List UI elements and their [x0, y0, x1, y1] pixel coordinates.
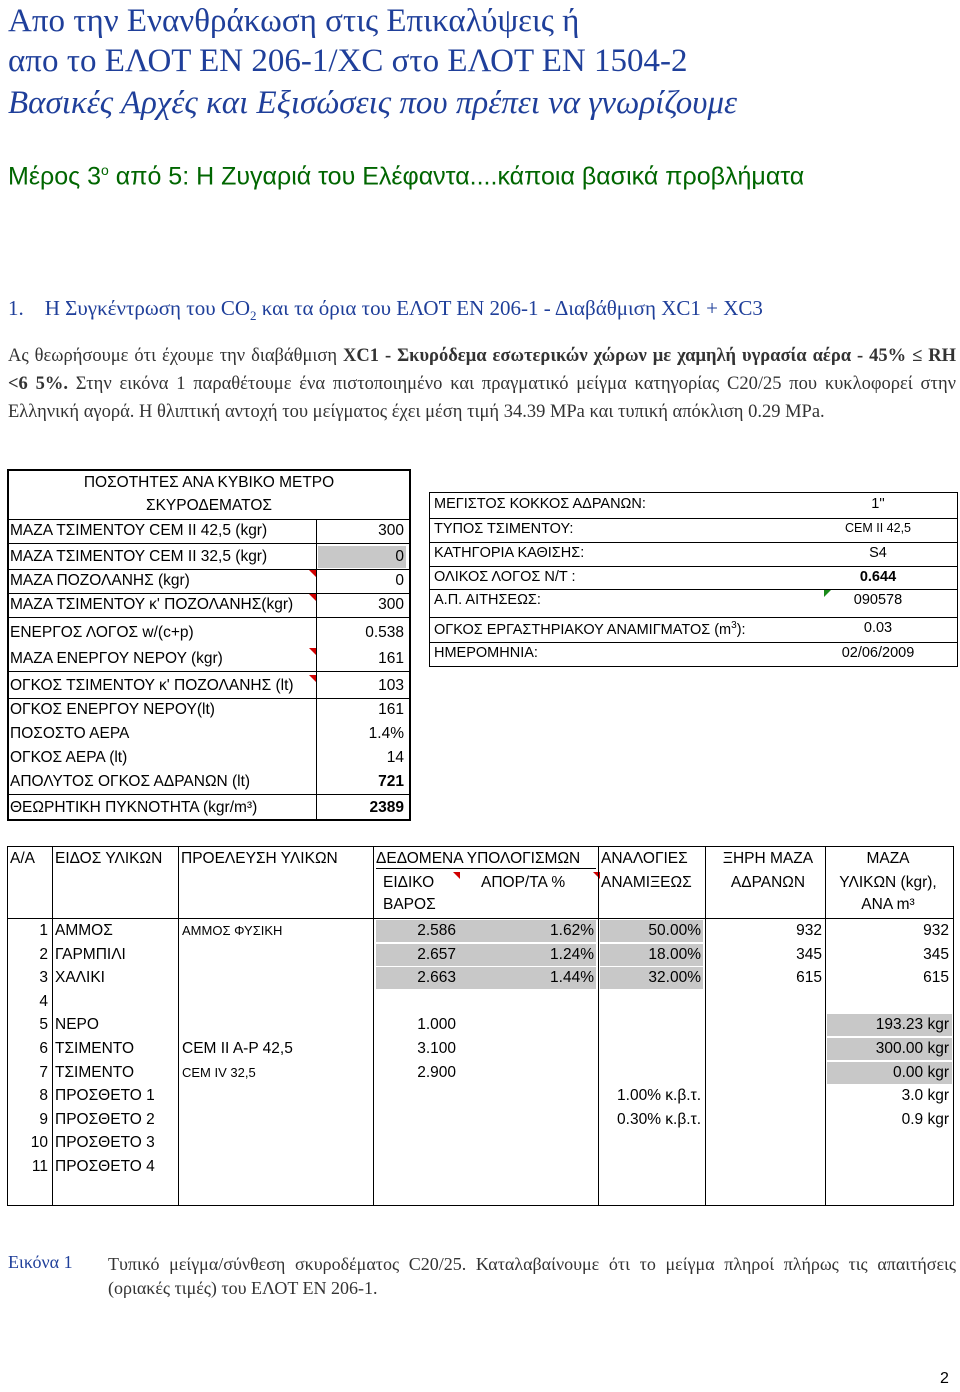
mix-row-specific-gravity — [376, 1156, 460, 1178]
mix-row-type: ΝΕΡΟ — [55, 1016, 99, 1033]
mix-header-dry1: ΞΗΡΗ ΜΑΖΑ — [722, 850, 814, 867]
info-row-label — [434, 620, 746, 638]
mix-row-dry-mass — [707, 1062, 824, 1084]
page-number: 2 — [940, 1370, 949, 1387]
comment-marker — [309, 594, 316, 601]
mix-row-specific-gravity: 2.586 — [376, 920, 460, 942]
comment-marker — [309, 675, 316, 682]
mix-row-type: ΠΡΟΣΘΕΤΟ 4 — [55, 1158, 155, 1175]
quantities-divider — [7, 617, 411, 618]
figure-caption: Τυπικό μείγμα/σύνθεση σκυροδέματος C20/25. Καταλαβαίνουμε ότι το μείγμα πληροί πλήρως τις απαιτήσεις (οριακές τιμές) του ΕΛΟΤ ΕΝ 206-1. — [108, 1254, 956, 1298]
quantities-row-value: 721 — [378, 773, 404, 790]
mix-row-ratio — [600, 1132, 703, 1154]
info-row-value: 090578 — [853, 592, 903, 608]
mix-row-dry-mass: 932 — [796, 922, 822, 939]
mix-row-ratio: 50.00% — [600, 920, 703, 942]
mix-row-type: ΓΑΡΜΠΙΛΙ — [55, 946, 126, 963]
info-row-value: S4 — [869, 545, 887, 561]
info-row-label — [434, 569, 576, 585]
comment-marker — [309, 570, 316, 577]
mix-row-dry-mass — [707, 1109, 824, 1131]
mix-row-ratio — [600, 1062, 703, 1084]
section-title-sub: 2 — [250, 308, 257, 324]
quantities-row-label: ΜΑΖΑ ΤΣΙΜΕΝΤΟΥ CEM II 42,5 (kgr) — [10, 522, 268, 539]
mix-row-specific-gravity: 2.657 — [376, 944, 460, 966]
mix-row-origin: CEM IV 32,5 — [182, 1065, 256, 1080]
mix-row-dry-mass: 615 — [796, 969, 822, 986]
quantities-divider — [7, 671, 411, 672]
mix-row-absorption — [460, 1156, 596, 1178]
quantities-row-value: 2389 — [369, 799, 404, 816]
mix-row-mass: 345 — [923, 946, 949, 963]
mix-header-mass1: ΜΑΖΑ — [866, 850, 910, 867]
mix-row-number: 8 — [39, 1087, 48, 1104]
quantities-row-value: 300 — [378, 522, 404, 539]
part-heading-a: Μέρος 3 — [8, 162, 101, 191]
info-row-label — [434, 545, 584, 561]
mix-row-dry-mass — [707, 991, 824, 1013]
mix-row-type: ΠΡΟΣΘΕΤΟ 1 — [55, 1087, 155, 1104]
mix-row-type: ΤΣΙΜΕΝΤΟ — [55, 1064, 135, 1081]
mix-header-mass3: ΑΝΑ m³ — [861, 896, 915, 913]
quantities-row-label: ΠΟΣΟΣΤΟ ΑΕΡΑ — [10, 725, 130, 742]
info-row-value: 1'' — [871, 496, 885, 512]
mix-header-divider — [376, 868, 596, 869]
mix-column-divider — [598, 846, 599, 1206]
paragraph-part-1: Ας θεωρήσουμε ότι έχουμε την διαβάθμιση — [8, 346, 344, 366]
mix-row-absorption — [460, 1132, 596, 1154]
quantities-divider — [7, 820, 411, 821]
figure-label: Εικόνα 1 — [8, 1252, 73, 1272]
mix-header-dry2: ΑΔΡΑΝΩΝ — [730, 874, 806, 891]
mix-row-absorption — [460, 1109, 596, 1131]
mix-row-mass — [827, 1156, 952, 1178]
info-row-value: 0.03 — [863, 620, 893, 636]
quantities-row-value: 161 — [378, 701, 404, 718]
mix-header-sg2: ΒΑΡΟΣ — [383, 896, 436, 913]
info-row-label-text: ΤΥΠΟΣ ΤΣΙΜΕΝΤΟΥ: — [434, 521, 574, 537]
quantities-divider — [7, 794, 411, 795]
mix-row-specific-gravity: 2.663 — [376, 967, 460, 989]
mix-header-abs: ΑΠΟΡ/ΤΑ % — [481, 874, 566, 891]
info-divider — [429, 542, 958, 543]
mix-row-dry-mass — [707, 1014, 824, 1036]
mix-header-mass2: ΥΛΙΚΩΝ (kgr), — [839, 874, 937, 891]
mix-row-ratio: 0.30% κ.β.τ. — [617, 1111, 701, 1128]
info-row-label — [434, 521, 573, 537]
paragraph-part-2: Στην εικόνα 1 παραθέτουμε ένα πιστοποιημένο και πραγματικό μείγμα κατηγορίας C20/25 που κυκλοφορεί στην Ελληνική αγορά. Η θλιπτική αντοχή του μείγματος έχει μέση τιμή 34.39 MPa και τυπική απόκλιση 0.29 MPa. — [8, 374, 957, 422]
section-title-a: Η Συγκέντρωση του CO — [44, 296, 251, 320]
info-row-label-end: ): — [736, 621, 746, 638]
quantities-row-label: ΘΕΩΡΗΤΙΚΗ ΠΥΚΝΟΤΗΤΑ (kgr/m³) — [10, 799, 258, 816]
mix-row-mass: 300.00 kgr — [827, 1038, 952, 1060]
info-row-value: 02/06/2009 — [841, 645, 915, 661]
mix-row-ratio — [600, 1014, 703, 1036]
mix-header-aa: Α/Α — [10, 850, 35, 867]
info-divider — [429, 518, 958, 519]
title-line-3: Βασικές Αρχές και Εξισώσεις που πρέπει να γνωρίζουμε — [8, 85, 738, 121]
mix-row-absorption — [460, 991, 596, 1013]
mix-row-absorption — [460, 1085, 596, 1107]
info-row-label — [434, 496, 646, 512]
comment-marker — [453, 872, 460, 879]
mix-row-mass: 0.00 kgr — [827, 1062, 952, 1084]
quantities-header-1: ΠΟΣΟΤΗΤΕΣ ΑΝΑ ΚΥΒΙΚΟ ΜΕΤΡΟ — [83, 474, 335, 491]
info-divider — [429, 566, 958, 567]
quantities-row-label: ΟΓΚΟΣ ΑΕΡΑ (lt) — [10, 749, 128, 766]
mix-row-mass: 193.23 kgr — [827, 1014, 952, 1036]
mix-row-ratio — [600, 1038, 703, 1060]
paragraph-bold: XC1 - Σκυρόδεμα εσωτερικών χώρων με χαμηλή υγρασία αέρα - 45% ≤ RH <6 5%. — [8, 346, 956, 394]
section-title-b: και τα όρια του ΕΛΟΤ ΕΝ 206-1 - Διαβάθμιση XC1 + XC3 — [256, 296, 763, 320]
mix-row-specific-gravity — [376, 1132, 460, 1154]
mix-row-number: 10 — [30, 1134, 48, 1151]
mix-header-divider — [7, 918, 954, 919]
mix-header-origin: ΠΡΟΕΛΕΥΣΗ ΥΛΙΚΩΝ — [181, 850, 338, 867]
mix-row-specific-gravity — [376, 991, 460, 1013]
mix-row-type: ΧΑΛΙΚΙ — [55, 969, 105, 986]
part-heading-b: από 5: Η Ζυγαριά του Ελέφαντα....κάποια βασικά προβλήματα — [108, 162, 805, 191]
quantities-row-value: 0 — [318, 546, 406, 568]
mix-column-divider — [178, 846, 179, 1206]
mix-header-calc: ΔΕΔΟΜΕΝΑ ΥΠΟΛΟΓΙΣΜΩΝ — [376, 850, 581, 867]
info-row-label-text: ΟΓΚΟΣ ΕΡΓΑΣΤΗΡΙΑΚΟΥ ΑΝΑΜΙΓΜΑΤΟΣ (m — [434, 621, 732, 638]
mix-header-type: ΕΙΔΟΣ ΥΛΙΚΩΝ — [55, 850, 163, 867]
info-row-label — [434, 645, 538, 661]
mix-row-specific-gravity — [376, 1085, 460, 1107]
mix-row-dry-mass: 345 — [796, 946, 822, 963]
comment-marker — [309, 648, 316, 655]
mix-row-mass: 615 — [923, 969, 949, 986]
quantities-row-label: ΜΑΖΑ ΤΣΙΜΕΝΤΟΥ κ' ΠΟΖΟΛΑΝΗΣ(kgr) — [10, 596, 294, 613]
mix-row-mass: 0.9 kgr — [901, 1111, 949, 1128]
part-heading-sup: ο — [101, 162, 109, 178]
info-divider — [429, 589, 958, 590]
mix-header-ratio1: ΑΝΑΛΟΓΙΕΣ — [601, 850, 688, 867]
mix-row-mass — [827, 1132, 952, 1154]
quantities-divider — [7, 543, 411, 544]
mix-row-ratio: 18.00% — [600, 944, 703, 966]
mix-row-mass: 932 — [923, 922, 949, 939]
mix-column-divider — [705, 846, 706, 1206]
info-row-label-text: ΗΜΕΡΟΜΗΝΙΑ: — [434, 645, 538, 661]
mix-column-divider — [825, 846, 826, 1206]
mix-row-ratio: 1.00% κ.β.τ. — [617, 1087, 701, 1104]
mix-row-specific-gravity: 1.000 — [417, 1016, 456, 1033]
mix-row-type: ΠΡΟΣΘΕΤΟ 3 — [55, 1134, 155, 1151]
mix-row-absorption — [460, 1038, 596, 1060]
mix-row-origin: CEM II A-P 42,5 — [182, 1040, 293, 1057]
mix-row-type: ΠΡΟΣΘΕΤΟ 2 — [55, 1111, 155, 1128]
info-row-label — [434, 592, 541, 608]
mix-row-dry-mass — [707, 1038, 824, 1060]
section-number: 1. — [8, 296, 24, 320]
quantities-row-label: ΜΑΖΑ ΕΝΕΡΓΟΥ ΝΕΡΟΥ (kgr) — [10, 650, 223, 667]
mix-row-number: 6 — [39, 1040, 48, 1057]
quantities-row-label: ΟΓΚΟΣ ΤΣΙΜΕΝΤΟΥ κ' ΠΟΖΟΛΑΝΗΣ (lt) — [10, 677, 294, 694]
mix-row-number: 7 — [39, 1064, 48, 1081]
quantities-column-divider — [316, 519, 317, 821]
info-row-label-text: ΚΑΤΗΓΟΡΙΑ ΚΑΘΙΣΗΣ: — [434, 545, 585, 561]
info-row-value: CEM II 42,5 — [845, 521, 911, 535]
mix-row-type: ΤΣΙΜΕΝΤΟ — [55, 1040, 135, 1057]
mix-row-number: 3 — [39, 969, 48, 986]
quantities-row-value: 14 — [386, 749, 404, 766]
mix-row-absorption: 1.44% — [460, 967, 596, 989]
part-heading — [8, 162, 804, 191]
mix-row-dry-mass — [707, 1156, 824, 1178]
mix-row-type: ΑΜΜΟΣ — [55, 922, 113, 939]
info-row-label-text: Α.Π. ΑΙΤΗΣΕΩΣ: — [434, 592, 541, 608]
title-line-1: Απο την Ενανθράκωση στις Επικαλύψεις ή — [8, 3, 580, 39]
mix-column-divider — [373, 846, 374, 1206]
info-divider — [429, 617, 958, 618]
mix-row-specific-gravity: 2.900 — [417, 1064, 456, 1081]
info-row-label-text: ΜΕΓΙΣΤΟΣ ΚΟΚΚΟΣ ΑΔΡΑΝΩΝ: — [434, 496, 646, 512]
quantities-row-label: ΜΑΖΑ ΤΣΙΜΕΝΤΟΥ CEM II 32,5 (kgr) — [10, 548, 268, 565]
quantities-row-value: 103 — [378, 677, 404, 694]
mix-row-dry-mass — [707, 1085, 824, 1107]
mix-row-mass: 3.0 kgr — [901, 1087, 949, 1104]
mix-row-number: 4 — [39, 993, 48, 1010]
mix-row-number: 2 — [39, 946, 48, 963]
mix-row-specific-gravity — [376, 1109, 460, 1131]
info-row-label-text: ΟΛΙΚΟΣ ΛΟΓΟΣ N/T : — [434, 569, 576, 585]
mix-row-origin: ΑΜΜΟΣ ΦΥΣΙΚΗ — [182, 923, 283, 938]
quantities-row-label: ΟΓΚΟΣ ΕΝΕΡΓΟΥ ΝΕΡΟΥ(lt) — [10, 701, 215, 718]
info-row-value: 0.644 — [859, 569, 897, 585]
info-row-label-sup: 3 — [731, 620, 737, 631]
title-line-2: απο το ΕΛΟΤ ΕΝ 206-1/XC στο ΕΛΟΤ ΕΝ 1504-2 — [8, 43, 688, 79]
quantities-header-2: ΣΚΥΡΟΔΕΜΑΤΟΣ — [146, 497, 272, 514]
mix-header-ratio2: ΑΝΑΜΙΞΕΩΣ — [601, 874, 692, 891]
quantities-row-value: 0.538 — [365, 624, 404, 641]
mix-row-ratio: 32.00% — [600, 967, 703, 989]
quantities-row-value: 161 — [378, 650, 404, 667]
mix-row-number: 11 — [31, 1158, 48, 1175]
intro-paragraph — [8, 342, 956, 426]
section-heading — [8, 296, 763, 324]
quantities-row-label: ΕΝΕΡΓΟΣ ΛΟΓΟΣ w/(c+p) — [10, 624, 194, 641]
mix-row-number: 5 — [39, 1016, 48, 1033]
mix-row-number: 1 — [39, 922, 48, 939]
quantities-row-label: ΜΑΖΑ ΠΟΖΟΛΑΝΗΣ (kgr) — [10, 572, 190, 589]
info-divider — [429, 642, 958, 643]
mix-row-ratio — [600, 991, 703, 1013]
mix-row-dry-mass — [707, 1132, 824, 1154]
mix-header-sg1: ΕΙΔΙΚΟ — [383, 874, 435, 891]
mix-row-mass — [827, 991, 952, 1013]
mix-column-divider — [52, 846, 53, 1206]
quantities-row-label: ΑΠΟΛΥΤΟΣ ΟΓΚΟΣ ΑΔΡΑΝΩΝ (lt) — [10, 773, 251, 790]
comment-marker — [824, 590, 831, 597]
mix-row-ratio — [600, 1156, 703, 1178]
mix-row-absorption — [460, 1062, 596, 1084]
quantities-row-value: 300 — [378, 596, 404, 613]
quantities-row-value: 1.4% — [368, 725, 404, 742]
mix-row-absorption: 1.24% — [460, 944, 596, 966]
mix-row-absorption — [460, 1014, 596, 1036]
mix-row-absorption: 1.62% — [460, 920, 596, 942]
mix-row-specific-gravity: 3.100 — [417, 1040, 456, 1057]
mix-row-number: 9 — [39, 1111, 48, 1128]
quantities-row-value: 0 — [395, 572, 404, 589]
